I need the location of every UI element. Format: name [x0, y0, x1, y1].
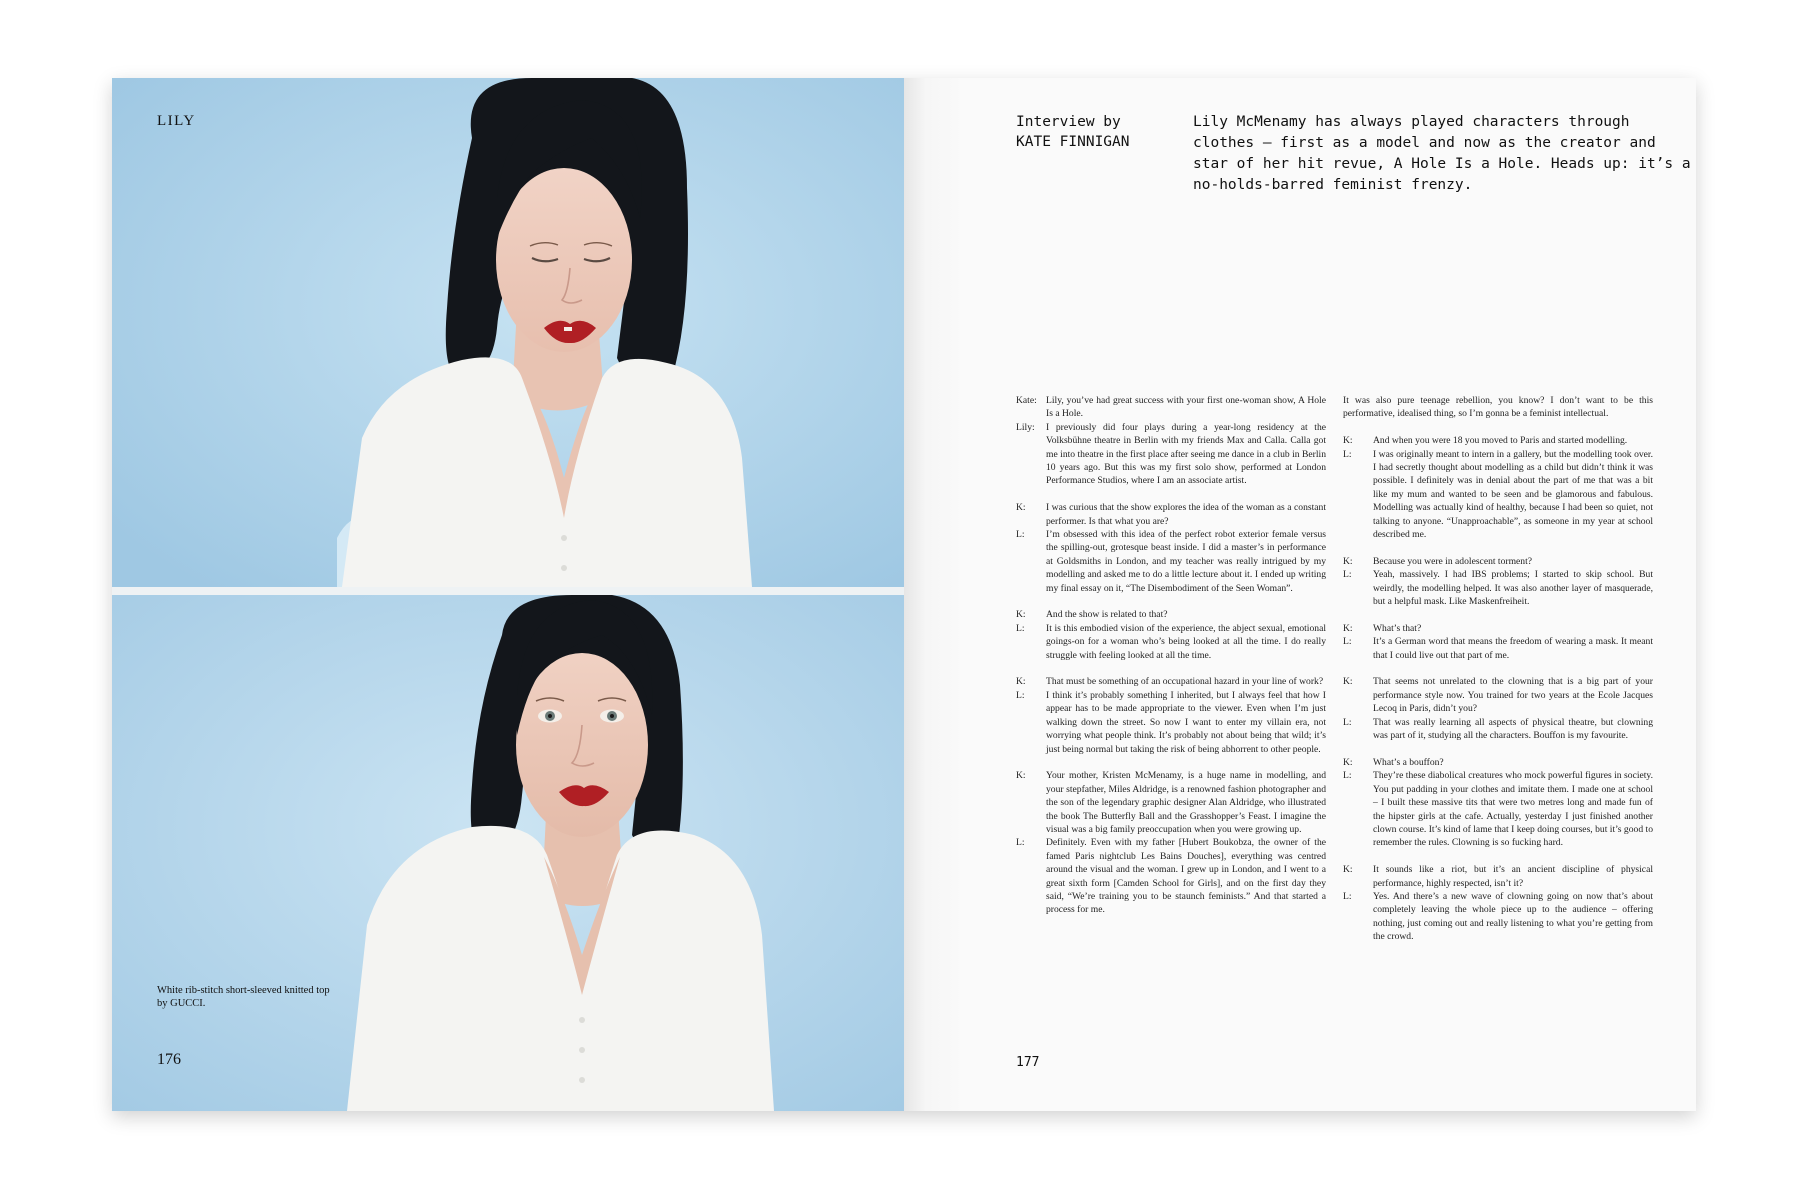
- byline: [1016, 112, 1186, 152]
- speaker-label: K:: [1343, 435, 1353, 447]
- speaker-label: L:: [1016, 622, 1025, 634]
- intro-line: no-holds-barred feminist frenzy.: [1193, 177, 1473, 193]
- speaker-text: It sounds like a riot, but it’s an ancient discipline of physical performance, highly respected, isn’t it?: [1373, 864, 1653, 889]
- speaker-text: And the show is related to that?: [1046, 609, 1168, 621]
- section-label: LILY: [157, 113, 196, 129]
- interview-exchange: [1016, 836, 1326, 916]
- speaker-text: I’m obsessed with this idea of the perfect robot exterior female versus the spilling-out, grotesque beast inside. I did a master’s in performance at Goldsmiths in London, and my teacher was really intrigued by my modelling and asked me to do a little lecture about it. I ended up writing my final essay on it, “The Disembodiment of the Seen Woman”.: [1046, 529, 1326, 594]
- speaker-label: K:: [1016, 676, 1026, 688]
- speaker-text: Lily, you’ve had great success with your first one-woman show, A Hole Is a Hole.: [1046, 395, 1326, 420]
- speaker-label: K:: [1343, 864, 1353, 876]
- intro-line: clothes – first as a model and now as the creator and: [1193, 135, 1656, 151]
- interview-exchange: [1016, 689, 1326, 756]
- interview-line: [1343, 675, 1653, 715]
- speaker-label: L:: [1016, 689, 1025, 701]
- portrait-photo-bottom: [112, 595, 904, 1111]
- magazine-spread: [112, 78, 1696, 1111]
- byline-author: KATE FINNIGAN: [1016, 134, 1130, 150]
- speaker-text: Yes. And there’s a new wave of clowning going on now that’s about completely leaving the whole piece up to the audience – offering nothing, just coming out and really listening to what you’re getting from the crowd.: [1373, 890, 1653, 943]
- interview-line: [1016, 394, 1326, 421]
- speaker-label: K:: [1343, 676, 1353, 688]
- interview-line: [1343, 555, 1653, 568]
- interview-line: [1343, 890, 1653, 944]
- interview-line: [1343, 716, 1653, 743]
- interview-exchange: [1343, 863, 1653, 890]
- interview-exchange: [1343, 394, 1653, 421]
- speaker-text: What’s that?: [1373, 622, 1422, 634]
- interview-exchange: [1343, 448, 1653, 542]
- speaker-text: It is this embodied vision of the experience, the abject sexual, emotional goings-on for a woman who’s being looked at all the time. I do really struggle with feeling looked at all the time.: [1046, 622, 1326, 661]
- speaker-text: Because you were in adolescent torment?: [1373, 555, 1533, 567]
- interview-line: [1343, 769, 1653, 849]
- speaker-label: L:: [1343, 890, 1352, 902]
- interview-exchange: [1343, 756, 1653, 769]
- speaker-text: I previously did four plays during a year-long residency at the Volksbühne theatre in Berlin with my friends Max and Calla. Calla got me into theatre in the first place after seeing me dance in a club in Berlin 10 years ago. But this was my first solo show, performed at London Performance Studios, where I am an associate artist.: [1046, 421, 1326, 487]
- interview-line: [1016, 689, 1326, 756]
- speaker-text: It was also pure teenage rebellion, you know? I don’t want to be this performative, idealised thing, so I’m gonna be a feminist intellectual.: [1343, 395, 1653, 420]
- page-number-right: 177: [1016, 1055, 1040, 1070]
- interview-exchange: [1016, 608, 1326, 621]
- interview-exchange: [1343, 555, 1653, 568]
- interview-line: [1343, 622, 1653, 635]
- speaker-text: What’s a bouffon?: [1373, 756, 1444, 768]
- speaker-label: L:: [1016, 837, 1025, 849]
- interview-line: [1343, 448, 1653, 542]
- interview-column-1: [1016, 394, 1326, 917]
- speaker-text: Definitely. Even with my father [Hubert Boukobza, the owner of the famed Paris nightclub Les Bains Douches], everything was centred around the visual and the woman. I grew up in London, and I went to a great sixth form [Camden School for Girls], and on the first day they said, “We’re training you to be staunch feminists.” And that started a process for me.: [1046, 837, 1326, 916]
- speaker-label: L:: [1016, 529, 1025, 541]
- interview-line: [1016, 501, 1326, 528]
- interview-exchange: [1343, 716, 1653, 743]
- intro-standfirst: [1193, 112, 1691, 196]
- intro-line: star of her hit revue, A Hole Is a Hole. Heads up: it’s a: [1193, 156, 1691, 172]
- interview-exchange: [1016, 622, 1326, 662]
- interview-exchange: [1016, 528, 1326, 595]
- interview-line: [1343, 635, 1653, 662]
- interview-line: [1016, 528, 1326, 595]
- interview-line: [1343, 863, 1653, 890]
- interview-exchange: [1343, 769, 1653, 849]
- speaker-text: I was curious that the show explores the idea of the woman as a constant performer. Is that what you are?: [1046, 502, 1326, 527]
- interview-exchange: [1016, 675, 1326, 688]
- interview-line: [1343, 434, 1653, 447]
- interview-line: [1016, 622, 1326, 662]
- speaker-label: L:: [1343, 448, 1352, 460]
- interview-exchange: [1343, 675, 1653, 715]
- page-number-left: 176: [157, 1051, 181, 1068]
- speaker-label: K:: [1343, 555, 1353, 567]
- speaker-text: That must be something of an occupational hazard in your line of work?: [1046, 676, 1324, 688]
- photo-caption: [157, 984, 377, 1010]
- speaker-label: L:: [1343, 569, 1352, 581]
- interview-column-2: [1343, 394, 1653, 944]
- interview-exchange: [1016, 421, 1326, 488]
- speaker-label: K:: [1016, 770, 1026, 782]
- interview-exchange: [1343, 890, 1653, 944]
- speaker-text: It’s a German word that means the freedom of wearing a mask. It meant that I could live out that part of me.: [1373, 636, 1653, 661]
- interview-exchange: [1343, 622, 1653, 635]
- interview-exchange: [1016, 394, 1326, 421]
- speaker-label: K:: [1016, 502, 1026, 514]
- caption-line: White rib-stitch short-sleeved knitted top: [157, 985, 330, 996]
- speaker-text: Yeah, massively. I had IBS problems; I started to skip school. But weirdly, the modelling helped. It was also another layer of masquerade, but a helpful mask. Like Maskenfreiheit.: [1373, 569, 1653, 608]
- portrait-photo-top: [112, 78, 904, 587]
- speaker-label: Lily:: [1016, 421, 1035, 433]
- interview-exchange: [1016, 501, 1326, 528]
- interview-line: [1016, 421, 1326, 488]
- speaker-label: L:: [1343, 716, 1352, 728]
- interview-line: [1016, 836, 1326, 916]
- portrait-illustration-top: [112, 78, 904, 587]
- intro-line: Lily McMenamy has always played characters through: [1193, 114, 1630, 130]
- caption-line: by GUCCI.: [157, 998, 206, 1009]
- left-page: [112, 78, 904, 1111]
- speaker-label: K:: [1343, 622, 1353, 634]
- portrait-illustration-bottom: [112, 595, 904, 1111]
- interview-line: [1343, 568, 1653, 608]
- interview-line: [1343, 756, 1653, 769]
- speaker-text: And when you were 18 you moved to Paris and started modelling.: [1373, 435, 1628, 447]
- speaker-label: Kate:: [1016, 395, 1037, 406]
- right-page: [904, 78, 1696, 1111]
- speaker-text: I think it’s probably something I inherited, but I always feel that how I appear has to be made appropriate to the viewer. Even when I’m just walking down the street. So now I want to enter my villain era, not worrying what people think. It’s probably not about being that wild; it’s just being normal but taking the risk of being abhorrent to other people.: [1046, 689, 1326, 755]
- speaker-text: Your mother, Kristen McMenamy, is a huge name in modelling, and your stepfather, Miles Aldridge, is a renowned fashion photographer and the son of the legendary graphic designer Alan Aldridge, who illustrated the book The Butterfly Ball and the Grasshopper’s Feast. I imagine the visual was a big family preoccupation when you were growing up.: [1046, 770, 1326, 835]
- interview-line: [1016, 675, 1326, 688]
- byline-label: Interview by: [1016, 114, 1121, 130]
- speaker-text: I was originally meant to intern in a gallery, but the modelling took over. I had secretly thought about modelling as a child but didn’t think it was possible. I definitely was in denial about the part of me that was a bit like my mum and wanted to be seen and be glamorous and fabulous. Modelling was actually kind of healthy, because I had been so quiet, not talking to anyone. “Unapproachable”, as someone in my year at school described me.: [1373, 448, 1653, 541]
- speaker-text: They’re these diabolical creatures who mock powerful figures in society. You put padding in your clothes and imitate them. I made one at school – I built these massive tits that were two metres long and made fun of the hipster girls at the cafe. Actually, yesterday I just finished another clown course. It’s kind of lame that I keep doing courses, but it’s good to remember the rules. Clowning is so fucking hard.: [1373, 770, 1653, 849]
- speaker-text: That was really learning all aspects of physical theatre, but clowning was part of it, studying all the characters. Bouffon is my favourite.: [1373, 716, 1653, 742]
- interview-exchange: [1343, 568, 1653, 608]
- speaker-text: That seems not unrelated to the clowning that is a big part of your performance style now. You trained for two years at the Ecole Jacques Lecoq in Paris, didn’t you?: [1373, 676, 1653, 715]
- interview-line: [1016, 608, 1326, 621]
- photo-divider: [112, 587, 904, 595]
- speaker-label: L:: [1343, 770, 1352, 782]
- interview-exchange: [1343, 635, 1653, 662]
- interview-exchange: [1343, 434, 1653, 447]
- speaker-label: L:: [1343, 636, 1352, 648]
- interview-exchange: [1016, 769, 1326, 836]
- interview-line: [1343, 394, 1653, 421]
- speaker-label: K:: [1343, 756, 1353, 768]
- speaker-label: K:: [1016, 609, 1026, 621]
- interview-line: [1016, 769, 1326, 836]
